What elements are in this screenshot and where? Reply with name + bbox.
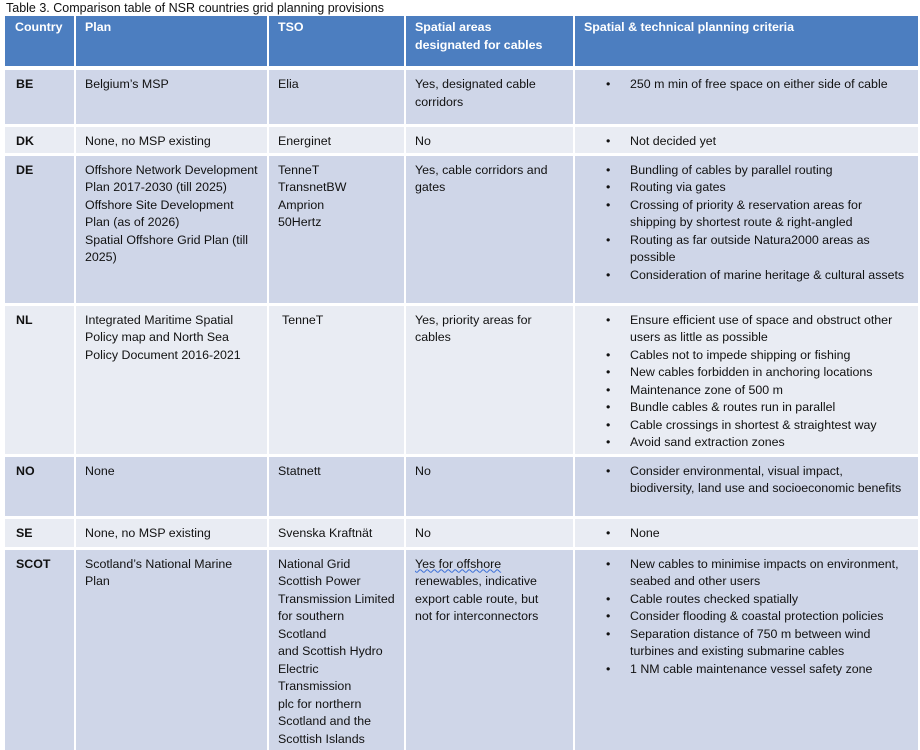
- plan-line: Spatial Offshore Grid Plan (till: [85, 232, 248, 247]
- tso-line: 50Hertz: [278, 215, 322, 229]
- tso-line: TenneT: [278, 162, 320, 177]
- table-row: [5, 455, 919, 517]
- criteria-item: [584, 556, 909, 591]
- criteria-text: Cable routes checked spatially: [630, 591, 799, 606]
- criteria-item: [584, 434, 909, 452]
- criteria-item: [584, 661, 909, 679]
- plan-line: Plan: [85, 574, 110, 588]
- plan-line: 2025): [85, 250, 117, 264]
- tso-line: National Grid: [278, 556, 351, 571]
- criteria-text: Maintenance zone of 500 m: [630, 382, 783, 397]
- criteria-item: [584, 399, 909, 417]
- country-cell: NL: [5, 304, 75, 455]
- criteria-text: Routing via gates: [630, 180, 726, 194]
- criteria-text: Bundling of cables by parallel routing: [630, 162, 833, 177]
- tso-cell: [268, 517, 405, 548]
- plan-line: Policy Document 2016-2021: [85, 347, 241, 362]
- tso-line: Scottish Power: [278, 574, 361, 588]
- plan-line: Scotland’s National Marine: [85, 556, 233, 571]
- tso-cell: [268, 125, 405, 154]
- criteria-cell: [574, 455, 919, 517]
- criteria-item: [584, 364, 909, 382]
- country-cell: DE: [5, 154, 75, 304]
- tso-line: and Scottish Hydro: [278, 644, 383, 658]
- tso-cell: [268, 304, 405, 455]
- criteria-list: [584, 525, 909, 543]
- tso-line: Svenska Kraftnät: [278, 525, 373, 540]
- plan-line: Offshore Network Development: [85, 162, 258, 177]
- country-cell: NO: [5, 455, 75, 517]
- criteria-list: [584, 556, 909, 679]
- criteria-cell: [574, 154, 919, 304]
- tso-cell: [268, 455, 405, 517]
- criteria-cell: [574, 304, 919, 455]
- tso-line: Electric Transmission: [278, 661, 352, 693]
- criteria-item: [584, 608, 909, 626]
- spatial-cell: [405, 304, 574, 455]
- criteria-text: Ensure efficient use of space and obstruct other users as little as possible: [630, 312, 893, 344]
- grid-planning-table: [5, 16, 920, 750]
- bullet-icon: •: [606, 197, 611, 212]
- bullet-icon: •: [606, 525, 611, 540]
- header-tso: TSO: [268, 16, 405, 66]
- plan-cell: [75, 154, 268, 304]
- plan-line: None, no MSP existing: [85, 525, 211, 540]
- bullet-icon: •: [606, 400, 611, 414]
- spatial-line: not for interconnectors: [415, 609, 539, 623]
- spatial-line: corridors: [415, 94, 464, 109]
- bullet-icon: •: [606, 463, 611, 478]
- criteria-item: [584, 76, 909, 94]
- bullet-icon: •: [606, 312, 611, 327]
- country-cell: BE: [5, 70, 75, 125]
- criteria-text: Cable crossings in shortest & straightest way: [630, 417, 877, 432]
- bullet-icon: •: [606, 417, 611, 432]
- criteria-text: Crossing of priority & reservation areas for shipping by shortest route & right-angled: [630, 197, 863, 229]
- spatial-cell: [405, 548, 574, 750]
- tso-cell: [268, 70, 405, 125]
- bullet-icon: •: [606, 591, 611, 606]
- spatial-line: cables: [415, 330, 451, 344]
- tso-line: plc for northern: [278, 696, 362, 711]
- plan-cell: [75, 304, 268, 455]
- spatial-cell: [405, 70, 574, 125]
- bullet-icon: •: [606, 133, 611, 148]
- criteria-item: [584, 267, 909, 285]
- criteria-text: New cables forbidden in anchoring locations: [630, 365, 873, 379]
- bullet-icon: •: [606, 609, 611, 623]
- criteria-list: [584, 312, 909, 452]
- tso-line: Energinet: [278, 133, 332, 148]
- table-row: [5, 125, 919, 154]
- tso-line: Amprion: [278, 197, 325, 212]
- table-row: [5, 304, 919, 455]
- criteria-item: [584, 312, 909, 347]
- criteria-item: [584, 525, 909, 543]
- table-row: [5, 517, 919, 548]
- criteria-item: [584, 179, 909, 197]
- criteria-cell: [574, 517, 919, 548]
- spatial-line: No: [415, 133, 431, 148]
- plan-line: Offshore Site Development: [85, 197, 234, 212]
- bullet-icon: •: [606, 77, 611, 91]
- bullet-icon: •: [606, 180, 611, 194]
- spatial-cell: [405, 517, 574, 548]
- spatial-line: No: [415, 463, 431, 478]
- criteria-list: [584, 162, 909, 285]
- bullet-icon: •: [606, 556, 611, 571]
- plan-line: None: [85, 463, 115, 478]
- spatial-cell: [405, 154, 574, 304]
- criteria-text: Consider flooding & coastal protection policies: [630, 609, 884, 623]
- plan-line: Integrated Maritime Spatial: [85, 312, 234, 327]
- criteria-item: [584, 162, 909, 180]
- bullet-icon: •: [606, 232, 611, 247]
- tso-line: for southern Scotland: [278, 609, 345, 641]
- spatial-cell: [405, 125, 574, 154]
- header-plan: Plan: [75, 16, 268, 66]
- table-row: [5, 154, 919, 304]
- criteria-text: Avoid sand extraction zones: [630, 435, 785, 449]
- criteria-item: [584, 463, 909, 498]
- plan-cell: [75, 517, 268, 548]
- criteria-list: [584, 76, 909, 94]
- bullet-icon: •: [606, 661, 611, 676]
- header-criteria: Spatial & technical planning criteria: [574, 16, 919, 66]
- criteria-item: [584, 133, 909, 151]
- tso-cell: [268, 548, 405, 750]
- spatial-cell: [405, 455, 574, 517]
- country-cell: SCOT: [5, 548, 75, 750]
- table-caption: Table 3. Comparison table of NSR countries grid planning provisions: [6, 1, 384, 15]
- criteria-text: 1 NM cable maintenance vessel safety zone: [630, 661, 873, 676]
- criteria-text: 250 m min of free space on either side of cable: [630, 77, 888, 91]
- plan-cell: [75, 70, 268, 125]
- spatial-line: Yes, designated cable: [415, 77, 536, 91]
- spatial-line: Yes, cable corridors and: [415, 162, 548, 177]
- spatial-line: gates: [415, 180, 446, 194]
- criteria-text: Separation distance of 750 m between wind turbines and existing submarine cables: [630, 626, 871, 658]
- tso-line: Scotland and the: [278, 714, 372, 728]
- country-cell: SE: [5, 517, 75, 548]
- tso-line: TransnetBW: [278, 180, 347, 194]
- plan-line: Plan 2017-2030 (till 2025): [85, 180, 227, 194]
- header-spatial-areas: [405, 16, 574, 66]
- spatial-line: No: [415, 525, 431, 540]
- header-row: [5, 16, 919, 66]
- criteria-cell: [574, 548, 919, 750]
- criteria-text: Routing as far outside Natura2000 areas as possible: [630, 232, 870, 264]
- criteria-text: Consider environmental, visual impact, biodiversity, land use and socioeconomic benefits: [630, 463, 902, 495]
- plan-cell: [75, 125, 268, 154]
- plan-line: Belgium’s MSP: [85, 77, 169, 91]
- header-spatial-line: designated for cables: [415, 37, 543, 52]
- tso-line: Transmission Limited: [278, 591, 395, 606]
- criteria-text: New cables to minimise impacts on environment, seabed and other users: [630, 556, 899, 588]
- criteria-text: None: [630, 525, 660, 540]
- criteria-list: [584, 133, 909, 151]
- criteria-item: [584, 197, 909, 232]
- header-spatial-line: Spatial areas: [415, 20, 492, 34]
- criteria-text: Consideration of marine heritage & cultural assets: [630, 267, 905, 282]
- criteria-list: [584, 463, 909, 498]
- criteria-item: [584, 347, 909, 365]
- spatial-line: export cable route, but: [415, 591, 539, 606]
- plan-cell: [75, 548, 268, 750]
- criteria-text: Not decided yet: [630, 133, 717, 148]
- country-cell: DK: [5, 125, 75, 154]
- criteria-item: [584, 382, 909, 400]
- tso-line: Elia: [278, 77, 299, 91]
- table-row: [5, 548, 919, 750]
- table-row: [5, 70, 919, 125]
- plan-cell: [75, 455, 268, 517]
- criteria-item: [584, 417, 909, 435]
- spatial-line: renewables, indicative: [415, 574, 537, 588]
- criteria-cell: [574, 125, 919, 154]
- bullet-icon: •: [606, 267, 611, 282]
- header-country: Country: [5, 16, 75, 66]
- bullet-icon: •: [606, 162, 611, 177]
- tso-cell: [268, 154, 405, 304]
- criteria-item: [584, 626, 909, 661]
- tso-line: TenneT: [282, 312, 324, 327]
- spatial-line: Yes for offshore: [415, 556, 502, 571]
- bullet-icon: •: [606, 347, 611, 362]
- spatial-line: Yes, priority areas for: [415, 312, 532, 327]
- criteria-item: [584, 232, 909, 267]
- bullet-icon: •: [606, 435, 611, 449]
- criteria-text: Cables not to impede shipping or fishing: [630, 347, 851, 362]
- bullet-icon: •: [606, 365, 611, 379]
- bullet-icon: •: [606, 382, 611, 397]
- criteria-item: [584, 591, 909, 609]
- criteria-cell: [574, 70, 919, 125]
- bullet-icon: •: [606, 626, 611, 641]
- plan-line: None, no MSP existing: [85, 133, 211, 148]
- tso-line: Scottish Islands: [278, 731, 365, 746]
- plan-line: Plan (as of 2026): [85, 215, 180, 229]
- tso-line: Statnett: [278, 463, 321, 478]
- plan-line: Policy map and North Sea: [85, 330, 229, 344]
- criteria-text: Bundle cables & routes run in parallel: [630, 400, 836, 414]
